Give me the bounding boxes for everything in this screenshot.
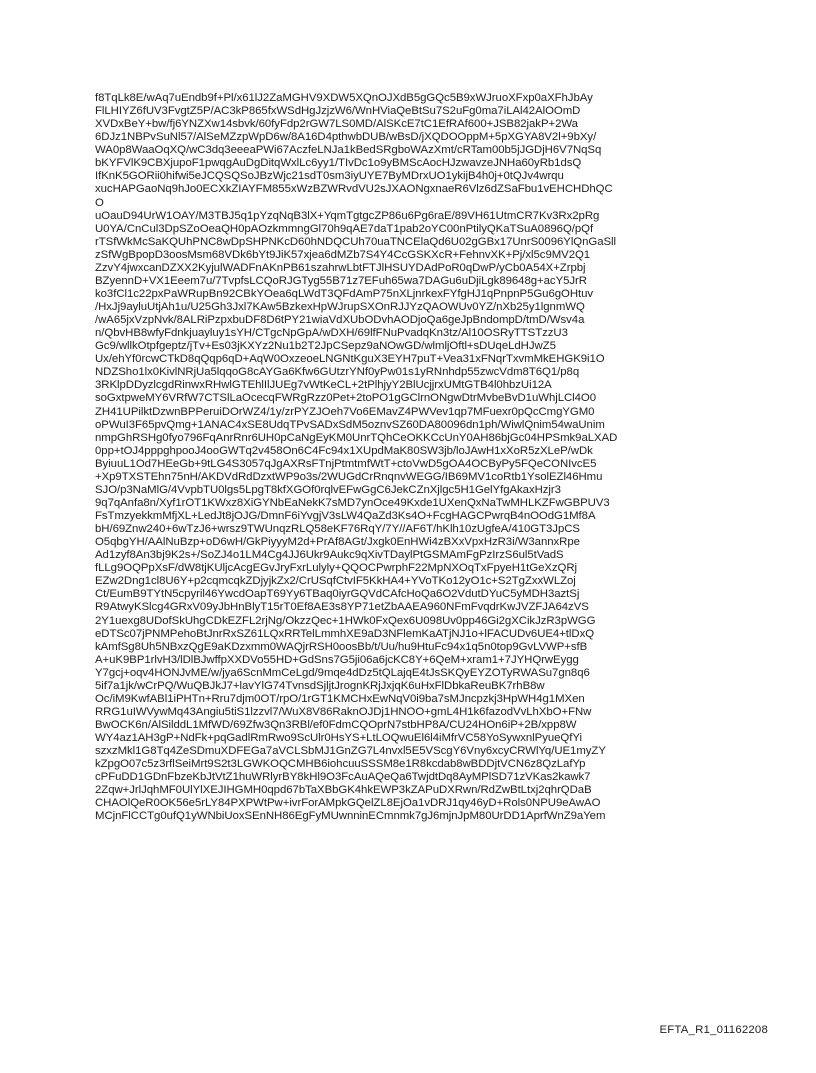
text-line: xucHAPGaoNq9hJo0ECXkZIAYFM855xWzBZWRvdVU2sJXAONgxnaeR6Vlz6dZSaFbu1vEHCHDhQC (95, 183, 613, 196)
text-line: 3RKlpDDyzlcgdRinwxRHwlGTEhlIlJUEg7vWtKeCL+2tPlhjyY2BlUcjjrxUMtGTB4l0hbzUi12A (95, 379, 552, 392)
text-line: MCjnFlCCTg0ufQ1yWNbiUoxSEnNH86EgFyMUwnninECmnmk7gJ6mjnJpM80UrDD1AprfWnZ9aYem (95, 810, 606, 823)
text-line: bKYFVlK9CBXjupoF1pwqgAuDgDitqWxlLc6yy1/TIvDc1o9yBMScAocHJzwavzeJNHa60yRb1dsQ (95, 157, 582, 170)
text-line: BwOCK6n/AlSilddL1MfWD/69Zfw3Qn3RBl/ef0FdmCQOprN7stbHP8A/CU24HOn6iP+2B/xpp8W (95, 719, 577, 731)
text-line: FsTmzyekkmMfjXL+LedJt8jOJG/DmnF6iYvgjV3sLW4QaZd3Ks4O+FcgHAGCPwrqB4nOOdG1Mf8A (95, 510, 596, 522)
text-line: fLLg9OQPpXsF/dW8tjKUljcAcgEGvJryFxrLulyly+QQOCPwrphF22MpNXOqTxFpyeH1tGeXzQRj (95, 562, 578, 575)
text-line: NDZSho1lx0KivlNRjUa5lqqoG8cAYGa6Kfw6GUtzrYNf0yPw01s1yRNnhdp55zwcVdm8T6Q1/p8q (95, 366, 580, 379)
text-line: szxzMkl1G8Tq4ZeSDmuXDFEGa7aVCLSbMJ1GnZG7L4nvxl5E5VScgY6Vny6xcyCRWlYq/UE1myZY (95, 745, 606, 758)
text-line: XVDxBeY+bw/fj6YNZXw14sbvk/60fyFdp2rGW7LS0MD/AlSKcE7tC1EfRAf600+JSB82jakP+2Wa (95, 118, 578, 131)
text-line: +Xp9TXSTEhn75nH/AKDVdRdDzxtWP9o3s/2WUGdCrRnqnvWEGG/IB69MV1coRtb1YsolEZl46Hmu (95, 470, 603, 483)
text-line: SJO/p3NaMlG/4VvpbTU0lgs5LpgT8kfXGOf0rqlvEFwGgC6JekCZnXjlgc5H1GelYfgAkaxHzjr3 (95, 483, 561, 496)
text-line: Oc/iM9KwfABl1iPHTn+Rru7djm0OT/rpO/1rGT1KMCHxEwNqV0i9ba7sMJncpzkj3HpWH4g1MXen (95, 692, 585, 705)
text-line: /wA65jxVzpNvk/8ALRiPzpxbuDF8D6tPY21wiaVdXUbODvhAODjoQa6geJpBndompD/tmD/Wsv4a (95, 314, 585, 327)
text-line: Ux/ehYf0rcwCTkD8qQqp6qD+AqW0OxzeoeLNGNtKguX3EYH7puT+Vea31xFNqrTxvmMkEHGK9i1O (95, 353, 605, 366)
text-line: IfKnK5GORii0hifwi5eJCQSQSoJBzWjc21sdT0sm3iyUYE7ByMDrxUO1ykijB4h0j+0tQJv4wrqu (95, 170, 564, 183)
text-line: U0YA/CnCul3DpSZoOeaQH0pAOzkmmngGl70h9qAE7daT1pab2oYC00nPtilyQKaTSuA0896Q/pQf (95, 222, 594, 235)
text-line: WA0p8WaaOqXQ/wC3dq3eeeaPWi67AczfeLNJa1kBedSRgboWAzXmt/cRTam00b5jJGDjH6V7NqSq (95, 144, 602, 157)
text-line: oPWuI3F65pvQmg+1ANAC4xSE8UdqTPvSADxSdM5oznvSZ60DA80096dn1ph/WiwlQnim54waUnim (95, 418, 605, 431)
text-line: kZpgO07c5z3rflSeiMrt9S2t3LGWKOQCMHB6iohcuuSSSM8e1R8kcdab8wBDDjtVCN6z8QzLafYp (95, 758, 586, 771)
text-line: Y7gcj+oqv4HONJvME/w/jya6ScnMmCeLgd/9mqe4dDz5tQLajqE4tJsSKQyEYZOTyRWASu7gn8q6 (95, 666, 590, 679)
text-line: FlLHIYZ6fUV3FvgtZ5P/AC3kP865fxWSdHgJzjzW6/WnHViaQeBtSu7S2uFg0ma7iLAl42AlOOmD (95, 105, 581, 118)
text-line: f8TqLk8E/wAq7uEndb9f+Pl/x61lJ2ZaMGHV9XDW5XQnOJXdB5gGQc5B9xWJruoXFxp0aXFhJbAy (95, 92, 593, 104)
text-line: R9AtwyKSlcg4GRxV09yJbHnBlyT15rT0Ef8AE3s8YP71etZbAAEA960NFmFvqdrKwJVZFJA64zVS (95, 601, 589, 614)
text-line: eDTSc07jPNMPehoBtJnrRxSZ61LQxRRTelLmmhXE9aD3NFlemKaATjNJ1o+lFACUDv6UE4+tlDxQ (95, 627, 595, 640)
text-line: zSfWgBpopD3oosMsm68VDk6bYt9JiK57xjea6dMZb7S4Y4CcGSKXcR+FehnvXK+Pj/xl5c9MV2Q1 (95, 248, 591, 261)
text-line: 5if7a1jk/wCrPQ/WuQBJkJ7+lavYlG74TvnsdSjljtJrognKRjJxjqK6uHxFlDbkaReuBK7rhB8w (95, 679, 545, 692)
text-line: O5qbgYH/AAlNuBzp+oD6wH/GkPiyyyM2d+PrAf8AGt/Jxgk0EnHWi4zBXxVpxHzR3i/W3annxRpe (95, 536, 580, 549)
text-line: EZw2Dng1cl8U6Y+p2cqmcqkZDjyjkZx2/CrUSqfCtvIF5KkHA4+YVoTKo12yO1c+S2TgZxxWLZoj (95, 575, 576, 588)
text-line: WY4az1AH3gP+NdFk+pqGadlRmRwo9ScUlr0HsYS+LtLOQwuEl6l4iMfrVC58YoSywxnlPyueQfYi (95, 732, 582, 745)
text-line: ZH41UPilktDzwnBPPeruiDOrWZ4/1y/zrPYZJOeh7Vo6EMavZ4PWVev1qp7MFuexr0pQcCmgYGM0 (95, 405, 595, 418)
text-line: CHAOlQeR0OK56e5rLY84PXPWtPw+ivrForAMpkGQelZL8EjOa1vDRJ1qy46yD+Rols0NPU9eAwAO (95, 797, 601, 810)
text-line: cPFuDD1GDnFbzeKbJtVtZ1huWRlyrBY8kHl9O3FcAuAQeQa6TwjdtDq8AyMPlSD71zVKas2kawk7 (95, 771, 591, 784)
text-line: rTSfWkMcSaKQUhPNC8wDpSHPNKcD60hNDQCUh70uaTNCElaQd6U02gGBx17UnrS0096YlQnGaSll (95, 235, 616, 248)
text-line: 2Y1uexg8UDofSkUhgCDkEZFL2rjNg/OkzzQec+1HWk0FxQex6U098Uv0pp46Gi2gXCikJzR3pWGG (95, 614, 596, 627)
document-id: EFTA_R1_01162208 (659, 1024, 768, 1036)
text-line: kAmfSg8Uh5NBxzQgE9aKDzxmm0WAQjrRSH0oosBb/t/Uu/hu9HtuFc94x1q5n0top9GvLVWP+sfB (95, 640, 588, 653)
text-line: uOauD94UrW1OAY/M3TBJ5q1pYzqNqB3lX+YqmTgtgcZP86u6Pg6raE/89VH61UtmCR7Kv3Rx2pRg (95, 209, 600, 222)
text-line: 6DJz1NBPvSuNl57/AlSeMZzpWpD6w/8A16D4pthwbDUB/wBsD/jXQDOOppM+5pXGYA8V2l+9bXy/ (95, 131, 597, 144)
text-line: BZyennD+VX1Eeem7u/7TvpfsLCQoRJGTyg55B71z7EFuh65wa7DAGu6uDjiLgk89648g+acY5JrR (95, 274, 587, 287)
text-line: ko3fCl1c22pxPaWRupBn92CBkYOea6qLWdT3QFdAmP75nXLjnrkexFYfgHJ1qPnpnP5Gu6gOHtuv (95, 287, 594, 300)
text-line: RRG1uIWVywMq43Angiu5tiS1lzzvl7/WuX8V86RaknOJDj1HNOO+gmL4H1k6fazodVvLhXbO+FNw (95, 705, 592, 718)
text-line: Ad1zyf8An3bj9K2s+/SoZJ4o1LM4Cg4JJ6Ukr9Aukc9qXivTDaylPtGSMAmFgPzIrzS6ul5tVadS (95, 549, 564, 562)
text-line: bH/69Znw240+6wTzJ6+wrsz9TWUnqzRLQ58eKF76RqY/7Y//AF6T/hKlh10zUgfeA/410GT3JpCS (95, 523, 580, 536)
text-line: Gc9/wllkOtpfgeptz/jTv+Es03jKXYz2Nu1b2T2JpCSepz9aNOwGD/wlmljOftl+sDUqeLdHJwZ5 (95, 340, 556, 353)
text-line: A+uK9BP1rlvH3/lDlBJwffpXXDVo55HD+GdSns7G5ji06a6jcKC8Y+6QeM+xram1+7JYHQrwEygg (95, 653, 579, 666)
text-line: n/QbvHB8wfyFdnkjuayluy1sYH/CTgcNpGpA/wDXH/69lfFNuPvadqKn3tz/Al10OSRyTTSTzzU3 (95, 327, 568, 340)
text-line: ZzvY4jwxcanDZXX2KyjulWADFnAKnPB61szahrwLbtFTJlHSUYDAdPoR0qDwP/yCb0A54X+Zrpbj (95, 261, 586, 274)
text-line: ByiuuL1Od7HEeGb+9tLG4S3057qJgAXRsFTnjPtmtmfWtT+ctoVwD5gOA4OCByPy5FQeCONIvcE5 (95, 457, 597, 470)
text-line: nmpGhRSHg0fyo796FqAnrRnr6UH0pCaNgEyKM0UnrTQhCeOKKCcUnY0AH86bjGc04HPSmk9aLXAD (95, 431, 618, 444)
text-line: 0pp+tOJ4pppghpooJ4ooGWTq2v458On6C4Fc94x1XUpdMaK80SW3jb/loJAwH1xXoR5zXLeP/wDk (95, 444, 593, 457)
text-line: 2Zqw+JrlJqhMF0UlYlXEJIHGMH0qpd67bTaXBbGK4hkEWP3kZAPuDXRwn/RdZwBtLtxj2qhrQDaB (95, 784, 592, 797)
text-line: /HxJj9ayluUtjAh1u/U25Gh3Jxl7KAw5BzkexHpWJrupSXOnRJJYzQAOWUv0YZ/nXb25y1lgnmWQ (95, 301, 585, 313)
text-line: 9q7qAnfa8n/Xyf1rOT1KWxz8XiGYNbEaNekK7sMD7ynOce49Kxde1UXenQxNaTwMHLKZFwGBPUV3 (95, 496, 610, 509)
text-line: O (95, 196, 104, 209)
encoded-text-block (95, 92, 735, 824)
text-line: Ct/EumB9TYtN5cpyril46YwcdOapT69Yy6TBaq0iyrGQVdCAfcHoQa6O2VdutDYuC5yMDH3aztSj (95, 588, 580, 601)
text-line: soGxtpweMY6VRfW7CTSlLaOcecqFWRgRzz0Pet+2toPO1gGClrnONgwDtrMvbeBvD1uWhjLCl4O0 (95, 392, 597, 405)
